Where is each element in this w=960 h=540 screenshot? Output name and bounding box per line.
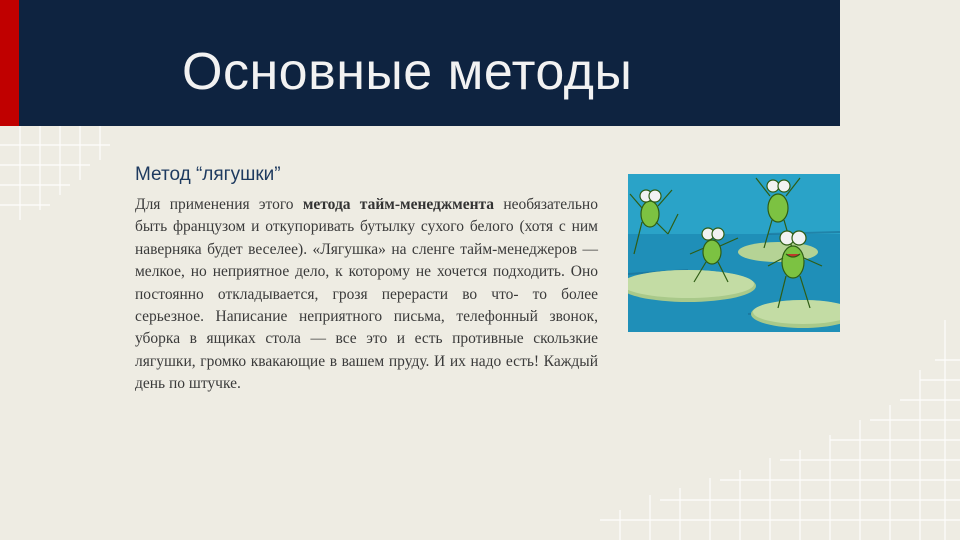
body-paragraph	[135, 194, 598, 396]
body-bold-term: метода тайм-менеджмента	[302, 196, 495, 213]
slide-title: Основные методы	[182, 43, 633, 101]
accent-red-bar	[0, 0, 19, 126]
method-subtitle: Метод “лягушки”	[135, 164, 281, 185]
dancing-frogs-illustration	[628, 174, 840, 332]
body-rest: необязательно быть французом и откупоривать бутылку сухого белого (хотя с ним наверняка будет веселее). «Лягушка» на сленге тайм-менеджеров — мелкое, но неприятное дело, к которому не хочется подходить. Оно постоянно откладывается, грозя перерасти во что- то более серьезное. Написание неприятного письма, телефонный звонок, уборка в ящиках стола — все это и есть противные скользкие лягушки, громко квакающие в вашем пруду. И их надо есть! Каждый день по штучке.	[135, 196, 598, 393]
body-intro: Для применения этого	[135, 196, 303, 213]
frogs-icon	[628, 174, 840, 332]
